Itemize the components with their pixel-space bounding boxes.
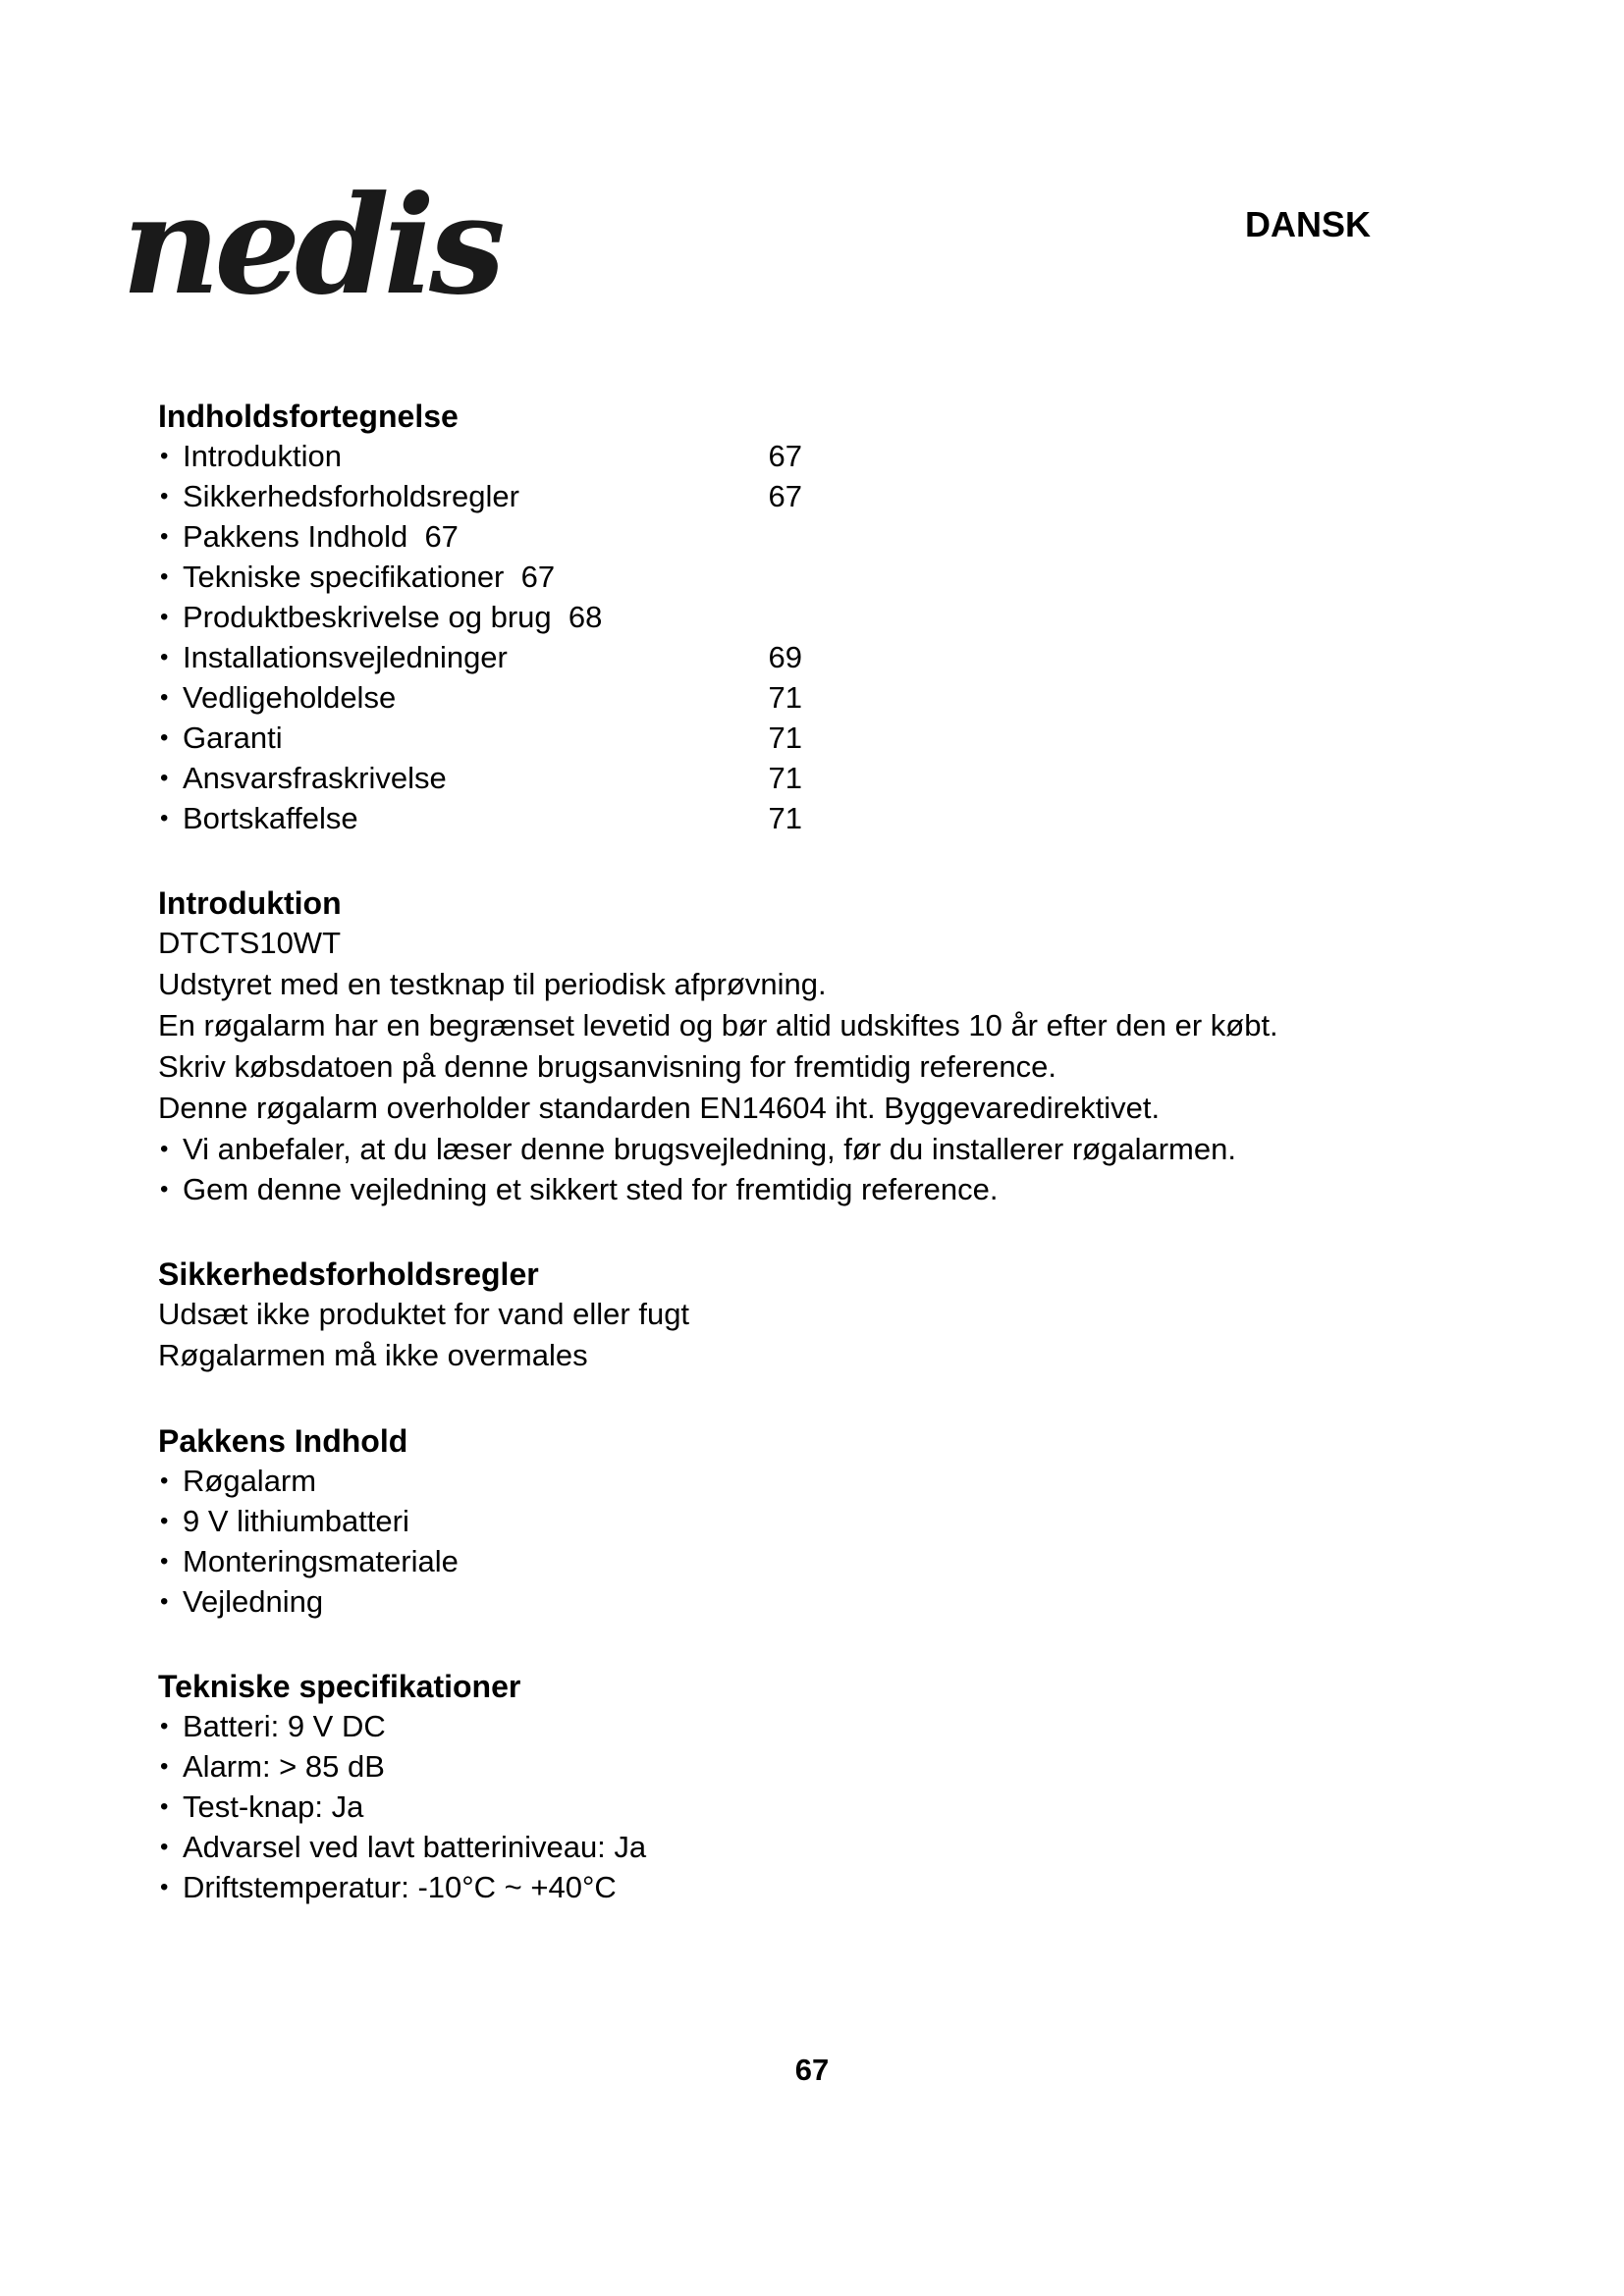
toc-item: [158, 597, 1435, 637]
list-item: • 9 V lithiumbatteri: [158, 1501, 1435, 1541]
toc-item: [158, 677, 1435, 718]
list-item: • Alarm: > 85 dB: [158, 1746, 1435, 1787]
toc-title: Indholdsfortegnelse: [158, 399, 459, 434]
toc-item-label: • Introduktion: [183, 439, 342, 473]
toc-item-page: 69: [768, 640, 802, 674]
toc-item-page: 71: [768, 680, 802, 715]
toc-item-label: • Bortskaffelse: [183, 801, 358, 835]
package-title: Pakkens Indhold: [158, 1423, 408, 1459]
list-item: • Advarsel ved lavt batteriniveau: Ja: [158, 1827, 1435, 1867]
specs-list: [158, 1706, 1435, 1907]
language-label: DANSK: [1245, 204, 1372, 244]
toc-item-label: • Sikkerhedsforholdsregler: [183, 479, 519, 513]
safety-line: Udsæt ikke produktet for vand eller fugt: [158, 1297, 690, 1331]
list-item: • Driftstemperatur: -10°C ~ +40°C: [158, 1867, 1435, 1907]
toc-item-page: 71: [768, 801, 802, 835]
toc-item-label: • Garanti: [183, 721, 283, 755]
toc-item-page: 71: [768, 721, 802, 755]
intro-paragraph: En røgalarm har en begrænset levetid og bør altid udskiftes 10 år efter den er købt.: [158, 1008, 1278, 1042]
intro-paragraph: Skriv købsdatoen på denne brugsanvisning for fremtidig reference.: [158, 1049, 1056, 1084]
intro-paragraph: Udstyret med en testknap til periodisk afprøvning.: [158, 967, 827, 1001]
toc-item: [158, 798, 1435, 838]
intro-paragraph: Denne røgalarm overholder standarden EN14604 iht. Byggevaredirektivet.: [158, 1091, 1161, 1125]
list-item: • Monteringsmateriale: [158, 1541, 1435, 1581]
toc-item-label: • Installationsvejledninger: [183, 640, 508, 674]
intro-title: Introduktion: [158, 885, 342, 921]
toc-item-page: 71: [768, 761, 802, 795]
toc-item: [158, 516, 1435, 557]
toc-item: [158, 758, 1435, 798]
list-item: • Vi anbefaler, at du læser denne brugsvejledning, før du installerer røgalarmen.: [158, 1129, 1435, 1169]
toc-item-label: • Vedligeholdelse: [183, 680, 397, 715]
list-item: • Gem denne vejledning et sikkert sted for fremtidig reference.: [158, 1169, 1435, 1209]
page-number: 67: [794, 2053, 830, 2087]
toc-item: [158, 637, 1435, 677]
model-number: DTCTS10WT: [158, 926, 341, 960]
toc-item-page: 67: [768, 439, 802, 473]
toc-item: [158, 718, 1435, 758]
toc-item-label: • Produktbeskrivelse og brug 68: [183, 600, 603, 634]
safety-line: Røgalarmen må ikke overmales: [158, 1338, 588, 1372]
list-item: • Test-knap: Ja: [158, 1787, 1435, 1827]
intro-bullets: [158, 1129, 1435, 1209]
list-item: • Røgalarm: [158, 1461, 1435, 1501]
toc-item-page: 67: [768, 479, 802, 513]
specs-title: Tekniske specifikationer: [158, 1669, 521, 1704]
package-list: [158, 1461, 1435, 1622]
toc-item: [158, 476, 1435, 516]
toc-item-label: • Pakkens Indhold 67: [183, 519, 459, 554]
toc-item-label: • Ansvarsfraskrivelse: [183, 761, 447, 795]
toc-item: [158, 557, 1435, 597]
toc-item-label: • Tekniske specifikationer 67: [183, 560, 556, 594]
toc-item: [158, 436, 1435, 476]
safety-title: Sikkerhedsforholdsregler: [158, 1256, 539, 1292]
page-content: [158, 397, 1435, 1907]
list-item: • Batteri: 9 V DC: [158, 1706, 1435, 1746]
toc-list: [158, 436, 1435, 838]
logo-text: nedis: [122, 177, 500, 324]
list-item: • Vejledning: [158, 1581, 1435, 1622]
nedis-logo: [118, 177, 589, 324]
